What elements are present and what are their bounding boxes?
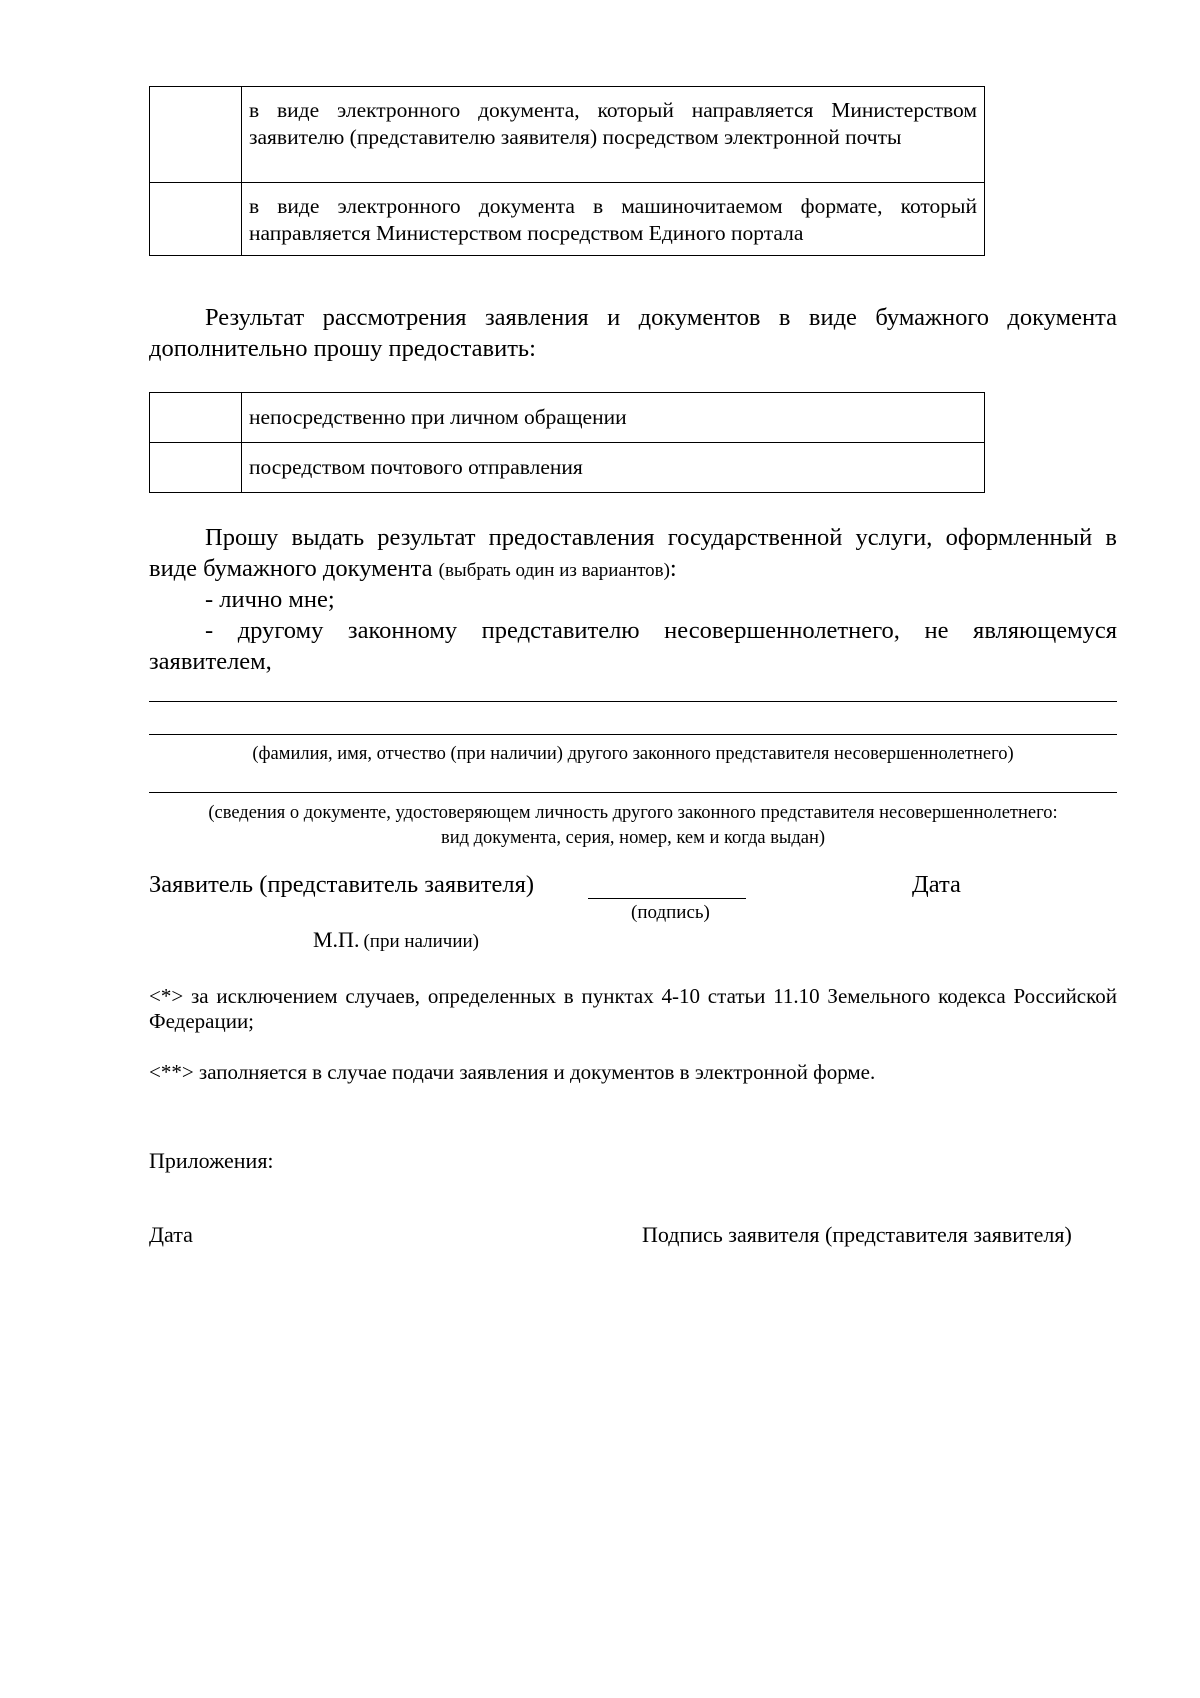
issue-request-paragraph [149,522,1117,586]
table-row [150,183,985,256]
name-caption: (фамилия, имя, отчество (при наличии) другого законного представителя несовершеннолетнего) [252,744,1014,764]
signature-caption: (подпись) [631,902,710,923]
seal-block [313,927,479,953]
fill-in-line[interactable] [149,701,1117,702]
issue-request-note: (выбрать один из вариантов) [438,560,670,581]
document-caption [149,801,1117,851]
option-checkbox-cell[interactable] [150,393,242,443]
table-row [150,87,985,183]
issue-request-suffix: : [669,555,677,582]
option-text: в виде электронного документа, который направляется Министерством заявителю (представителю заявителя) посредством электронной почты [242,87,985,183]
seal-note: (при наличии) [363,931,480,952]
option-text: посредством почтового отправления [242,443,985,493]
date-label: Дата [912,871,961,898]
issue-request-text: Прошу выдать результат предоставления государственной услуги, оформленный в виде бумажного документа [149,524,1117,582]
signature-line[interactable] [588,898,746,899]
table-row [150,393,985,443]
paper-result-paragraph: Результат рассмотрения заявления и документов в виде бумажного документа дополнительно прошу предоставить: [149,304,1117,362]
applicant-label: Заявитель (представитель заявителя) [149,871,535,898]
bottom-date-label: Дата [149,1222,193,1247]
document-caption-line: (сведения о документе, удостоверяющем личность другого законного представителя несовершеннолетнего: [208,803,1058,823]
option-text: в виде электронного документа в машиночитаемом формате, который направляется Министерством посредством Единого портала [242,183,985,256]
option-personally: - лично мне; [205,586,335,613]
footnote-2: <**> заполняется в случае подачи заявления и документов в электронной форме. [149,1060,876,1084]
paper-delivery-table [149,392,985,493]
table-row [150,443,985,493]
option-checkbox-cell[interactable] [150,183,242,256]
electronic-delivery-table [149,86,985,256]
seal-label: М.П. [313,927,360,952]
fill-in-line[interactable] [149,734,1117,735]
document-caption-line: вид документа, серия, номер, кем и когда выдан) [440,828,826,848]
footnote-1: <*> за исключением случаев, определенных в пунктах 4-10 статьи 11.10 Земельного кодекса Российской Федерации; [149,984,1117,1033]
bottom-signature-label: Подпись заявителя (представителя заявителя) [642,1222,1072,1247]
option-checkbox-cell[interactable] [150,87,242,183]
attachments-label: Приложения: [149,1148,274,1173]
fill-in-line[interactable] [149,792,1117,793]
option-checkbox-cell[interactable] [150,443,242,493]
option-text: непосредственно при личном обращении [242,393,985,443]
option-other-representative: - другому законному представителю несовершеннолетнего, не являющемуся заявителем, [149,617,1117,675]
